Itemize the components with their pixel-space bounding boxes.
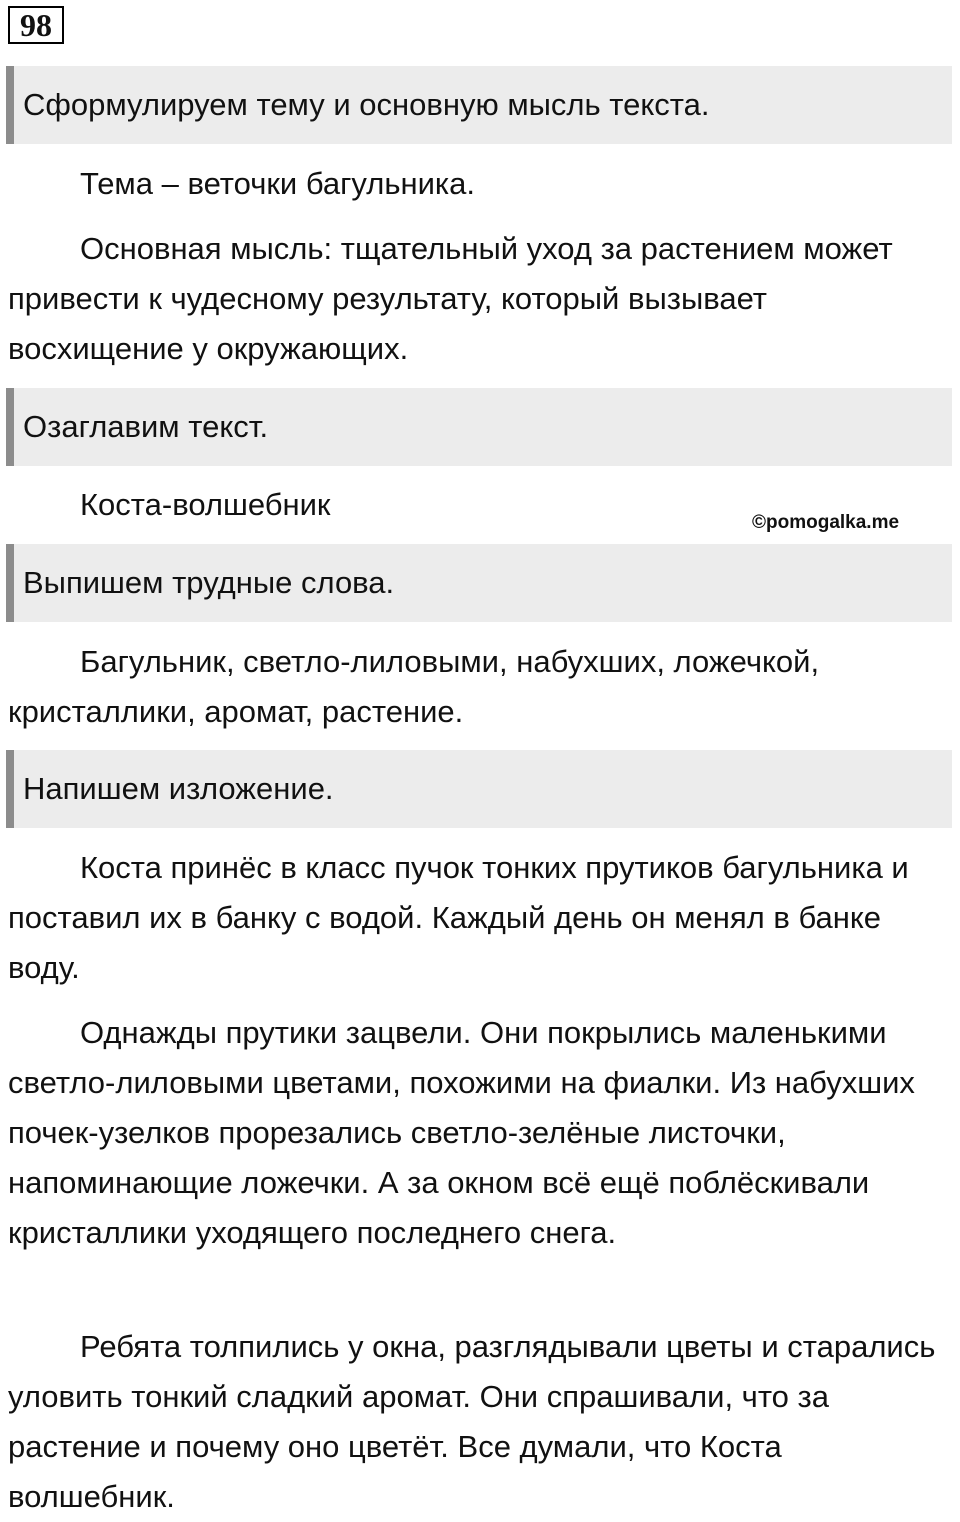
- watermark-text: ©pomogalka.me: [752, 512, 900, 533]
- main-idea-paragraph: Основная мысль: тщательный уход за растением может привести к чудесному результату, который вызывает восхищение у окружающих.: [8, 231, 893, 366]
- difficult-words-paragraph: Багульник, светло-лиловыми, набухших, ложечкой, кристаллики, аромат, растение.: [8, 644, 820, 729]
- section-heading-topic: Сформулируем тему и основную мысль текста.: [6, 66, 952, 144]
- retelling-paragraph-1: Коста принёс в класс пучок тонких прутиков багульника и поставил их в банку с водой. Каждый день он менял в банке воду.: [8, 850, 909, 985]
- section-heading-difficult-words: Выпишем трудные слова.: [6, 544, 952, 622]
- section-heading-title: Озаглавим текст.: [6, 388, 952, 466]
- section-heading-retelling: Напишем изложение.: [6, 750, 952, 828]
- retelling-paragraph-2: Однажды прутики зацвели. Они покрылись маленькими светло-лиловыми цветами, похожими на фиалки. Из набухших почек-узелков прорезались светло-зелёные листочки, напоминающие ложечки. А за окном всё ещё поблёскивали кристаллики уходящего последнего снега.: [8, 1015, 915, 1250]
- title-paragraph: Коста-волшебник: [80, 487, 331, 522]
- topic-paragraph: Тема – веточки багульника.: [80, 166, 476, 201]
- retelling-paragraph-3: Ребята толпились у окна, разглядывали цветы и старались уловить тонкий сладкий аромат. Они спрашивали, что за растение и почему оно цветёт. Все думали, что Коста волшебник.: [8, 1329, 936, 1514]
- task-number-badge: 98: [8, 6, 64, 44]
